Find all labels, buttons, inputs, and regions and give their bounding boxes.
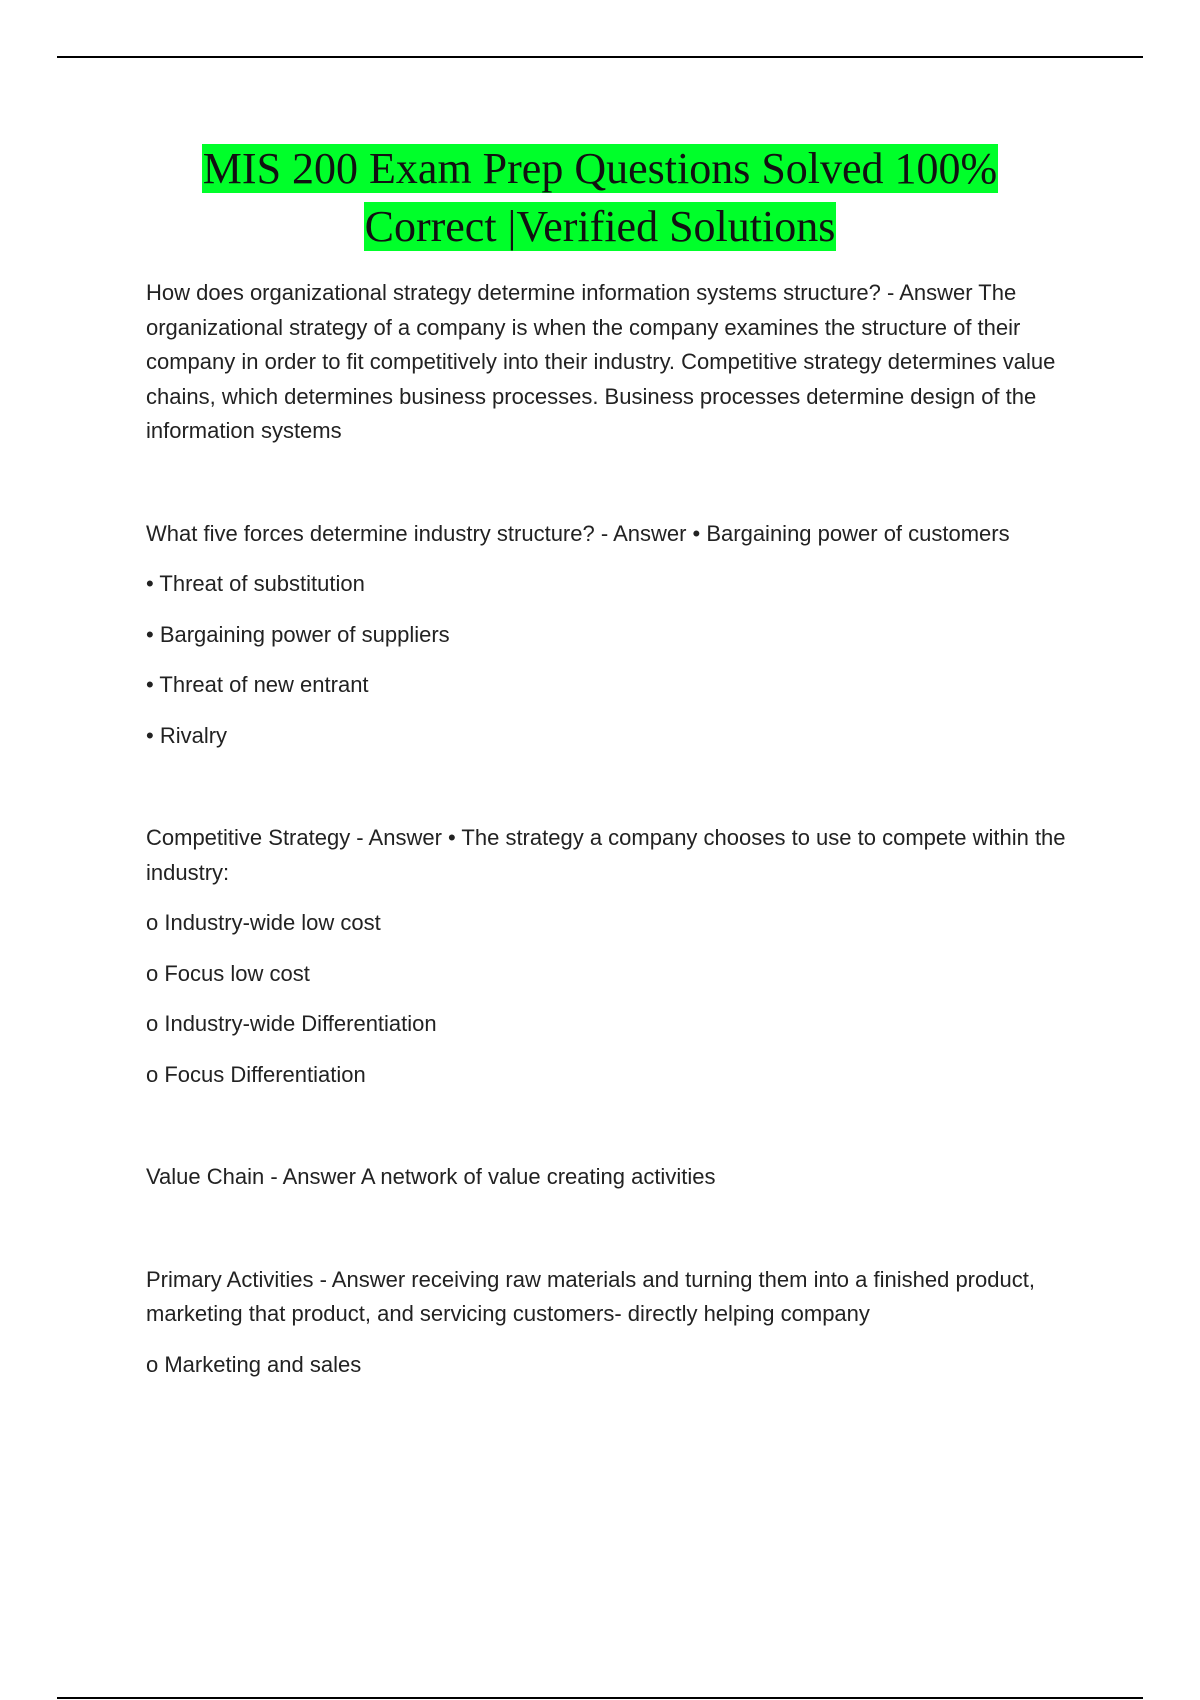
list-item: • Bargaining power of suppliers (146, 621, 450, 647)
qa-competitive-strategy (146, 821, 1086, 1092)
qa-competitive-strategy-question: Competitive Strategy - Answer • The strategy a company chooses to use to compete within the industry: (146, 825, 1066, 885)
list-item: o Marketing and sales (146, 1351, 362, 1377)
qa-primary-activities (146, 1263, 1086, 1383)
document-body (146, 276, 1086, 1382)
document-title (100, 140, 1100, 256)
top-rule (57, 56, 1143, 58)
list-item: • Rivalry (146, 722, 228, 748)
list-item: o Industry-wide Differentiation (146, 1011, 437, 1036)
bottom-rule (57, 1697, 1143, 1699)
list-item: o Focus Differentiation (146, 1061, 366, 1087)
title-line-1: MIS 200 Exam Prep Questions Solved 100% (202, 144, 998, 193)
list-item: • Threat of new entrant (146, 672, 369, 697)
qa-five-forces (146, 517, 1086, 754)
list-item: • Threat of substitution (146, 571, 365, 596)
list-item: o Industry-wide low cost (146, 910, 381, 935)
qa-value-chain: Value Chain - Answer A network of value creating activities (146, 1164, 716, 1189)
qa-organizational-strategy: How does organizational strategy determine information systems structure? - Answer The organizational strategy of a company is when the company examines the structure of their company in order to fit competitively into their industry. Competitive strategy determines value chains, which determines business processes. Business processes determine design of the information systems (146, 280, 1056, 443)
qa-primary-activities-question: Primary Activities - Answer receiving raw materials and turning them into a finished product, marketing that product, and servicing customers- directly helping company (146, 1266, 1035, 1326)
title-line-2: Correct |Verified Solutions (364, 202, 836, 251)
list-item: o Focus low cost (146, 960, 310, 986)
qa-five-forces-question: What five forces determine industry structure? - Answer • Bargaining power of customers (146, 520, 1010, 546)
